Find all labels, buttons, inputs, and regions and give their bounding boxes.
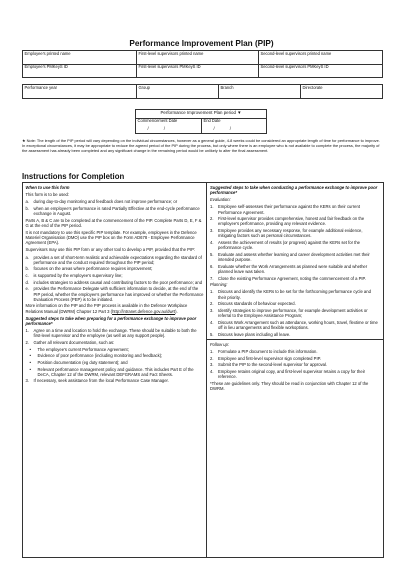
evaluation-list	[210, 204, 380, 281]
page-title: Performance Improvement Plan (PIP)	[129, 39, 274, 48]
bullet-icon: •	[29, 366, 31, 372]
more-info-suffix: ).	[175, 308, 178, 314]
list-text: Discuss Work Arrangement such as attendance, working hours, travel, flextime or time off in lieu arrangements and flexible workoptions.	[218, 319, 378, 331]
list-text: during day-to-day monitoring and feedback does not improve performance; or	[33, 199, 178, 205]
list-text: The employee's current Performance Agreement;	[37, 346, 129, 352]
when-intro: This form is to be used:	[25, 192, 70, 198]
list-text: Discuss and identify the KERs to be set for the forthcoming performance cycle and their priority.	[218, 289, 371, 300]
list-text: provides the Performance Delegate with sufficient information to decide, at the end of the PIP period, whether the employee's performance has improved or whether the Performance Evaluation Process (PEP) is to be initiated.	[33, 286, 204, 302]
prep-heading: Suggested steps to take when preparing for a performance exchange to improve poor performance*	[25, 315, 197, 327]
list-number: b.	[25, 205, 29, 211]
list-number: c.	[25, 273, 29, 279]
list-text: Close the existing Performance Agreement, noting the commencement of a PIP.	[218, 275, 366, 281]
end-date-label: End Date	[203, 118, 221, 124]
list-number: 2.	[210, 301, 214, 307]
list-text: Identify strategies to improve performance, for example development activities or referral to the Employee Assistance Program;	[218, 307, 368, 319]
list-item	[30, 360, 204, 365]
list-item	[30, 353, 204, 358]
list-item	[26, 273, 204, 278]
list-text: Employee provides any necessary response, for example additional evidence, mitigating factors such as personal circumstances.	[218, 228, 363, 239]
list-number: 1.	[210, 348, 214, 354]
list-number: 7.	[210, 275, 214, 281]
list-item	[210, 264, 380, 275]
first-supervisor-id-field[interactable]: First-level supervisors PMKeyS ID	[137, 64, 259, 78]
employee-details-table	[22, 50, 383, 78]
list-item	[210, 204, 380, 215]
list-number: 2.	[210, 216, 214, 222]
prep-sublist	[26, 347, 204, 377]
list-number: a.	[25, 254, 29, 260]
list-number: 4.	[210, 368, 214, 374]
list-number: 3.	[210, 362, 214, 368]
prep-list	[26, 328, 204, 345]
conduct-heading: Suggested steps to take when conducting a performance exchange to improve poor performance*	[210, 185, 378, 196]
list-item	[210, 289, 380, 300]
list-item	[30, 347, 204, 352]
pip-period-label: Performance Improvement Plan period	[160, 109, 236, 115]
commencement-date-field[interactable]	[136, 118, 202, 134]
end-date-field[interactable]	[202, 118, 267, 134]
supervisors-intro: Supervisors may use this PIP form or any other tool to develop a PIP, provided that the PIP:	[25, 247, 196, 253]
names-row	[23, 51, 383, 65]
list-item	[210, 362, 380, 367]
org-details-table	[22, 84, 383, 99]
follow-up-label: Follow up:	[210, 341, 230, 347]
list-text: is supported by the employee's supervisory line;	[33, 273, 123, 279]
list-item	[26, 328, 204, 339]
list-item	[210, 228, 380, 239]
list-item	[210, 252, 380, 263]
list-number: 1.	[25, 328, 29, 334]
evaluation-label: Evaluation:	[210, 197, 231, 203]
list-text: Formulate a PIP document to include this information.	[218, 348, 318, 354]
list-item	[210, 308, 380, 319]
note-star-icon: ★	[22, 138, 26, 143]
list-item	[210, 216, 380, 227]
list-text: Discuss leave plans including all leave.	[218, 331, 291, 337]
footnote: *These are guidelines only. They should be read in conjunction with Chapter 12 of the DWRM.	[210, 380, 369, 392]
commencement-date-label: Commencement Date	[137, 118, 178, 124]
list-text: Evidence of poor performance (including monitoring and feedback);	[37, 353, 163, 359]
employee-name-field[interactable]: Employee's printed name	[23, 51, 137, 65]
planning-label: Planning:	[210, 282, 228, 288]
second-supervisor-id-field[interactable]: Second-level supervisors PMKeyS ID	[259, 64, 383, 78]
more-info-text	[26, 303, 204, 314]
planning-list	[210, 289, 380, 337]
more-info-prefix: More information on the PIP and the PIP process is available in the Defence Workplace Relations Manual (DWRM) Chapter 12 Part 3 (	[25, 303, 188, 314]
list-text: Employee retains original copy, and first-level supervisor retains a copy for their reference.	[218, 368, 366, 380]
pip-period-table	[135, 109, 267, 134]
list-text: Discuss standards of behaviour expected.	[218, 301, 296, 307]
dwrm-link[interactable]: http://intranet.defence.gov.au/dwrt	[112, 308, 176, 314]
ids-row	[23, 64, 383, 78]
list-number: 3.	[210, 307, 214, 313]
list-number: d.	[25, 279, 29, 285]
instructions-panel	[22, 182, 384, 558]
left-column	[23, 183, 207, 557]
divider	[207, 339, 383, 340]
list-text: Submit the PIP to the second-level supervisor for approval.	[218, 362, 328, 368]
list-number: 2.	[25, 339, 29, 345]
list-number: b.	[25, 266, 29, 272]
list-text: focuses on the areas where performance requires improvement;	[33, 266, 153, 272]
list-text: includes strategies to address causal and contributing factors to the poor performance; and	[33, 279, 203, 285]
when-list	[26, 199, 204, 216]
list-number: 3.	[25, 378, 29, 384]
list-text: Evaluate whether the Work Arrangements as planned were suitable and whether planned leave was taken.	[218, 263, 368, 275]
list-text: Employee and first-level supervisor sign completed PIP.	[218, 355, 322, 361]
second-supervisor-name-field[interactable]: Second-level supervisors printed name	[259, 51, 383, 65]
list-item	[30, 367, 204, 378]
list-number: 3.	[210, 228, 214, 234]
period-note	[22, 139, 382, 153]
list-text: Agree on a time and location to hold the exchange. These should be suitable to both the first-level supervisor and the employee (as well as any support people).	[33, 328, 197, 339]
parts-text: Parts A, B & C are to be completed at the commencement of the PIP. Complete Parts D, E, F & G at the end of the PIP period.	[25, 217, 202, 228]
list-text: If necessary, seek assistance from the local Performance Case Manager.	[33, 378, 169, 384]
list-item	[26, 378, 204, 383]
list-text: Assess the achievement of results (or progress) against the KERs set for the performance cycle.	[218, 240, 360, 251]
branch-field[interactable]: Branch	[219, 85, 301, 99]
arrow-down-icon: ▼	[237, 109, 242, 115]
when-heading: When to use this form	[25, 185, 70, 190]
list-item	[210, 349, 380, 354]
supervisors-list	[26, 255, 204, 303]
directorate-field[interactable]: Directorate	[301, 85, 383, 99]
bullet-icon: •	[29, 346, 31, 352]
not-mandatory-text: It is not mandatory to use this specific PIP template. For example, employees in the Defence Materiel Organisation (DMO) use the PIP box on the Form AD678 - Employee Performance Agreement (EPA).	[25, 229, 197, 246]
pip-period-header	[136, 110, 267, 119]
list-number: e.	[25, 286, 29, 292]
list-item	[26, 340, 204, 345]
list-number: 5.	[210, 331, 214, 337]
list-number: 4.	[210, 319, 214, 325]
end-date-value: / /	[213, 125, 238, 131]
list-item	[26, 199, 204, 204]
list-number: a.	[25, 199, 29, 205]
list-text: Relevant performance management policy and guidance. This includes Part E of the DeCA, Chapter 12 of the DWRM, relevant DEFGRAMS and Fact Sheets.	[37, 366, 194, 377]
instructions-heading: Instructions for Completion	[22, 172, 125, 181]
list-number: 4.	[210, 240, 214, 246]
list-item	[210, 276, 380, 281]
list-text: Gather all relevant documentation, such as:	[33, 339, 115, 345]
list-text: provides a set of short-term realistic and achievable expectations regarding the standard of performance and the conduct required throughout the PIP period;	[33, 254, 202, 265]
list-item	[26, 255, 204, 266]
list-text: Evaluate and assess whether learning and career development activities met their intended purpose.	[218, 251, 370, 263]
list-text: Employee self-assesses their performance against the KERs on their current Performance Agreement.	[218, 204, 360, 215]
list-number: 1.	[210, 289, 214, 295]
list-number: 5.	[210, 251, 214, 257]
employee-id-field[interactable]: Employee's PMKeyS ID	[23, 64, 137, 78]
follow-up-list	[210, 349, 380, 379]
bullet-icon: •	[29, 353, 31, 359]
org-row	[23, 85, 383, 99]
list-item	[210, 369, 380, 380]
list-text: Position documentation (eg duty statement); and	[37, 359, 128, 365]
list-number: 6.	[210, 263, 214, 269]
list-number: 2.	[210, 355, 214, 361]
list-item	[210, 301, 380, 306]
list-item	[26, 266, 204, 271]
list-item	[26, 286, 204, 302]
list-item	[210, 356, 380, 361]
right-column	[207, 183, 383, 557]
bullet-icon: •	[29, 359, 31, 365]
group-field[interactable]: Group	[137, 85, 219, 99]
list-item	[26, 206, 204, 217]
list-item	[210, 332, 380, 337]
performance-year-field[interactable]: Performance year	[23, 85, 137, 99]
list-item	[210, 240, 380, 251]
list-text: First-level supervisor provides comprehensive, honest and fair feedback on the employee's performance, providing any relevant evidence.	[218, 216, 365, 227]
list-item	[26, 280, 204, 285]
note-text: Note: The length of the PIP period will vary depending on the individual circumstances, however as a general guide, 4-8 weeks could be considered an appropriate length of time for performance to improve. In exceptional circumstances, it may be appropriate to reduce the agreed period of the PIP during the process, but only where there is an employee who is not available to complete the process, the majority of the assessment has already been completed and any significant change in the remaining period would be unlikely to alter the final assessment.	[22, 138, 380, 153]
list-text: when an employee's performance is rated Partially Effective at the end-cycle performance exchange in August.	[33, 205, 200, 216]
list-number: 1.	[210, 204, 214, 210]
commencement-date-value: / /	[147, 125, 172, 131]
first-supervisor-name-field[interactable]: First-level supervisors printed name	[137, 51, 259, 65]
list-item	[210, 320, 380, 331]
